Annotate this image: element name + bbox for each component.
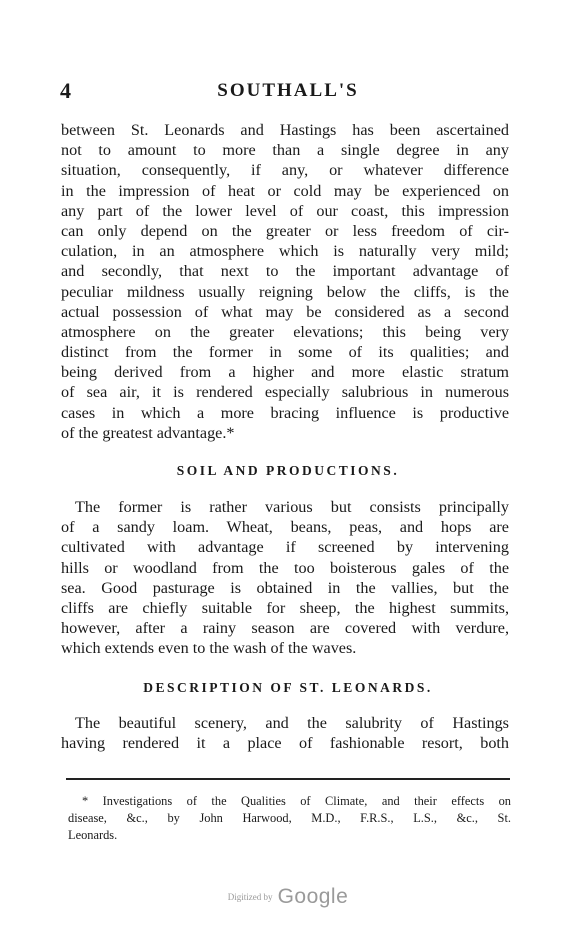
section-heading-description: DESCRIPTION OF ST. LEONARDS. xyxy=(143,680,433,695)
text-line: peculiar mildness usually reigning below the cliffs, is the xyxy=(61,282,509,301)
text-line: can only depend on the greater or less freedom of cir- xyxy=(61,221,509,240)
text-line: of sea air, it is rendered especially salubrious in numerous xyxy=(61,383,509,402)
text-line: The beautiful scenery, and the salubrity of Hastings xyxy=(75,714,509,732)
text-line: being derived from a higher and more elastic stratum xyxy=(61,363,509,382)
google-logo: Google xyxy=(277,885,349,908)
footnote-line: * Investigations of the Qualities of Climate, and their effects on xyxy=(82,794,511,808)
text-line: in the impression of heat or cold may be experienced on xyxy=(61,181,509,200)
text-line: hills or woodland from the too boisterous gales of the xyxy=(61,558,509,577)
page-number: 4 xyxy=(60,78,71,103)
text-line: and secondly, that next to the important advantage of xyxy=(61,262,509,281)
paragraph-description xyxy=(61,713,509,753)
watermark-prefix: Digitized by xyxy=(227,892,273,902)
text-line: not to amount to more than a single degree in any xyxy=(61,141,509,160)
text-line: atmosphere on the greater elevations; this being very xyxy=(61,322,509,341)
text-line: having rendered it a place of fashionable resort, both xyxy=(61,734,509,753)
digitized-watermark xyxy=(0,885,576,909)
page-header xyxy=(60,78,516,108)
text-line: culation, in an atmosphere which is naturally very mild; xyxy=(61,242,509,261)
text-line: actual possession of what may be considered as a second xyxy=(61,302,509,321)
text-line: however, after a rainy season are covered with verdure, xyxy=(61,619,509,638)
section-heading-soil: SOIL AND PRODUCTIONS. xyxy=(176,463,400,478)
text-line: cliffs are chiefly suitable for sheep, the highest summits, xyxy=(61,598,509,617)
text-line: any part of the lower level of our coast, this impression xyxy=(61,201,509,220)
text-line: between St. Leonards and Hastings has been ascertained xyxy=(61,121,509,139)
paragraph-climate xyxy=(61,120,509,443)
footnote xyxy=(68,793,511,844)
text-line: situation, consequently, if any, or whatever difference xyxy=(61,161,509,180)
running-head: SOUTHALL'S xyxy=(217,80,359,101)
text-line: cultivated with advantage if screened by intervening xyxy=(61,538,509,557)
text-line: distinct from the former in some of its qualities; and xyxy=(61,343,509,362)
footnote-rule xyxy=(66,778,510,780)
footnote-line: Leonards. xyxy=(68,828,118,842)
text-line: The former is rather various but consists principally xyxy=(75,498,509,516)
text-line: of a sandy loam. Wheat, beans, peas, and hops are xyxy=(61,518,509,537)
paragraph-soil xyxy=(61,497,509,659)
text-line: of the greatest advantage.* xyxy=(61,423,235,442)
text-line: cases in which a more bracing influence is productive xyxy=(61,403,509,422)
text-line: which extends even to the wash of the waves. xyxy=(61,639,357,658)
text-line: sea. Good pasturage is obtained in the vallies, but the xyxy=(61,578,509,597)
footnote-line: disease, &c., by John Harwood, M.D., F.R.S., L.S., &c., St. xyxy=(68,811,511,825)
